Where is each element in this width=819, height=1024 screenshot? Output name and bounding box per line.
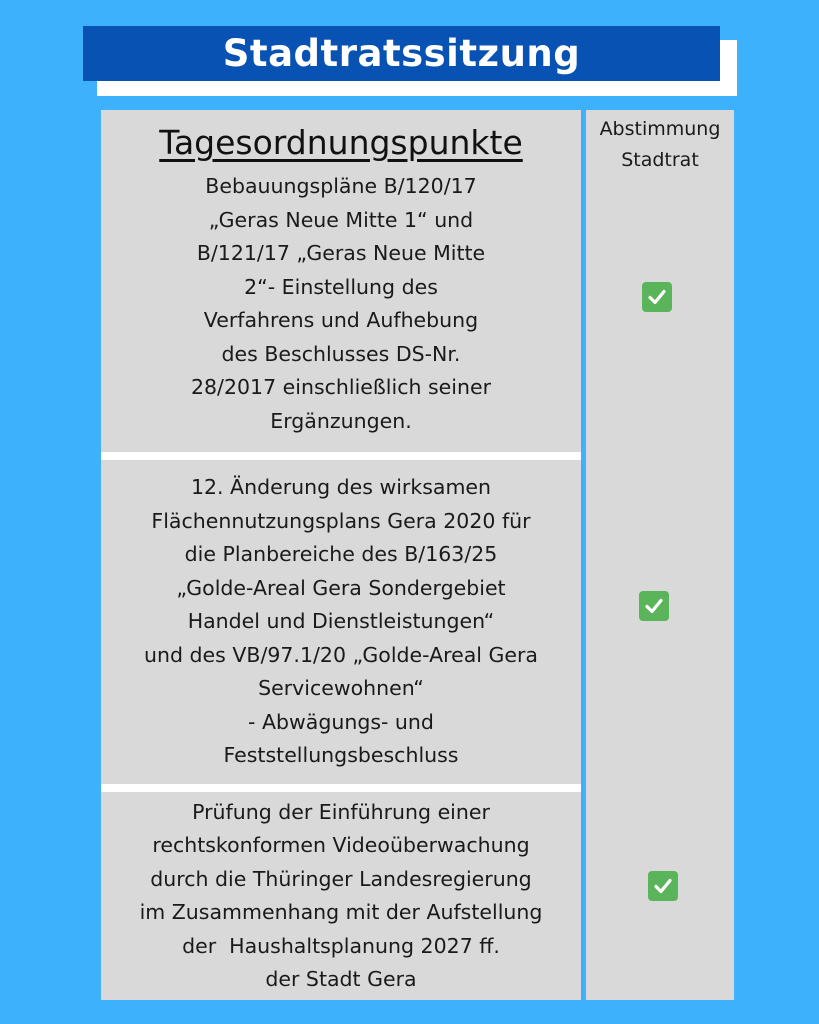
green-check-icon	[648, 871, 678, 901]
agenda-line: die Planbereiche des B/163/25	[184, 542, 498, 567]
agenda-line: durch die Thüringer Landesregierung	[150, 866, 532, 891]
agenda-line: „Golde-Areal Gera Sondergebiet	[176, 575, 506, 600]
agenda-line: Feststellungsbeschluss	[223, 743, 459, 768]
green-check-icon	[642, 282, 672, 312]
agenda-line: Prüfung der Einführung einer	[192, 799, 490, 824]
title-banner	[83, 26, 720, 81]
agenda-line: Servicewohnen“	[258, 676, 424, 701]
agenda-item-3	[101, 792, 581, 1000]
agenda-line: 2“- Einstellung des	[244, 274, 438, 299]
agenda-line: und des VB/97.1/20 „Golde-Areal Gera	[144, 642, 538, 667]
vote-column-header	[586, 114, 734, 176]
agenda-line: des Beschlusses DS-Nr.	[221, 341, 461, 366]
agenda-column	[101, 110, 581, 1000]
agenda-line: Handel und Dienstleistungen“	[187, 609, 495, 634]
agenda-line: B/121/17 „Geras Neue Mitte	[196, 241, 486, 265]
agenda-item-1	[101, 110, 581, 452]
agenda-line: Ergänzungen.	[270, 408, 412, 433]
agenda-heading: Tagesordnungspunkte	[159, 123, 523, 162]
agenda-line: - Abwägungs- und	[248, 709, 434, 734]
vote-header-line: Abstimmung	[599, 118, 721, 140]
agenda-line: rechtskonformen Videoüberwachung	[152, 833, 530, 857]
agenda-item-text	[191, 170, 491, 438]
agenda-item-text	[140, 796, 543, 997]
agenda-line: Bebauungspläne B/120/17	[205, 174, 477, 198]
agenda-item-text	[144, 471, 538, 773]
agenda-line: Flächennutzungsplans Gera 2020 für	[151, 508, 531, 533]
agenda-line: der Haushaltsplanung 2027 ff.	[182, 933, 500, 958]
agenda-line: 12. Änderung des wirksamen	[190, 475, 492, 500]
agenda-line: 28/2017 einschließlich seiner	[190, 375, 492, 399]
agenda-line: der Stadt Gera	[265, 967, 417, 991]
page-title: Stadtratssitzung	[222, 32, 581, 75]
agenda-line: im Zusammenhang mit der Aufstellung	[139, 900, 543, 924]
vote-column	[586, 110, 734, 1000]
green-check-icon	[639, 591, 669, 621]
agenda-item-2	[101, 460, 581, 784]
agenda-line: „Geras Neue Mitte 1“ und	[208, 207, 474, 232]
agenda-line: Verfahrens und Aufhebung	[203, 308, 479, 332]
column-divider	[582, 110, 585, 1000]
vote-header-line: Stadtrat	[621, 149, 699, 171]
